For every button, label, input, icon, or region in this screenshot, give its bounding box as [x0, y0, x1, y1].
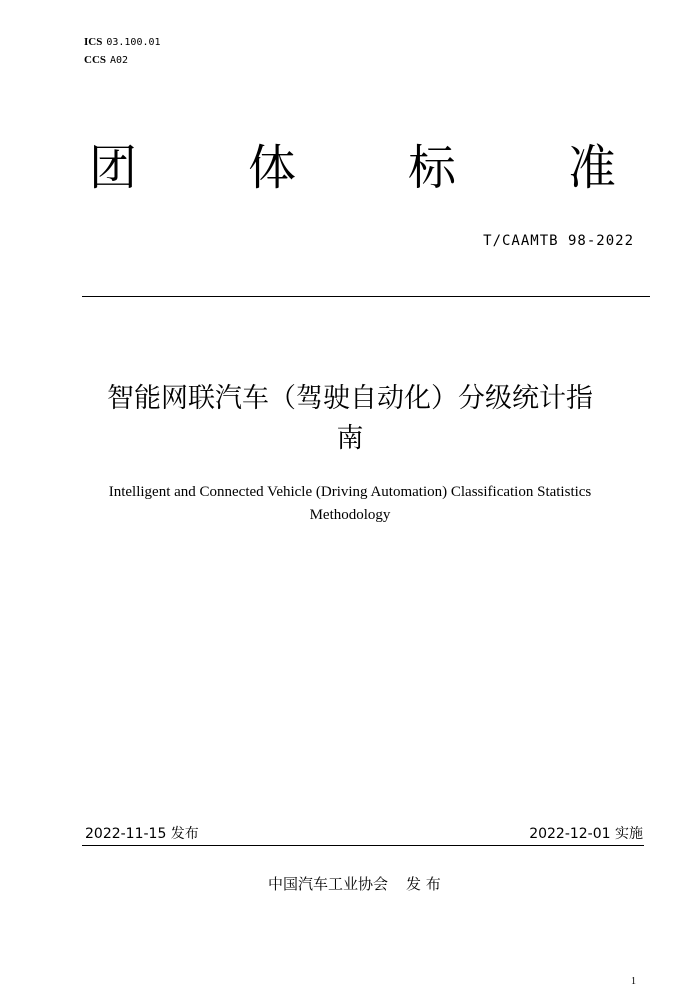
title-zh-line-1: 智能网联汽车（驾驶自动化）分级统计指: [107, 383, 593, 414]
ics-value: 03.100.01: [106, 37, 161, 48]
publish-word: 发 布: [406, 875, 441, 893]
implement-date: 2022-12-01 实施: [529, 826, 643, 842]
doc-type-char-2: 体: [248, 140, 297, 196]
top-divider: [82, 296, 650, 297]
ics-label: ICS: [84, 36, 103, 48]
ccs-code-line: [84, 54, 128, 66]
publish-date: 2022-11-15 发布: [85, 826, 199, 842]
ccs-value: A02: [110, 55, 129, 66]
title-en-line-1: Intelligent and Connected Vehicle (Driving Automation) Classification Statistics: [108, 484, 592, 500]
publisher-name: 中国汽车工业协会: [268, 875, 389, 893]
ics-code-line: [84, 36, 161, 48]
publisher-line: [268, 873, 441, 894]
ccs-label: CCS: [84, 54, 107, 66]
doc-type-char-1: 团: [89, 140, 138, 196]
bottom-divider: [82, 845, 644, 846]
title-zh-line-2: 南: [336, 423, 364, 454]
doc-type-char-3: 标: [408, 140, 457, 196]
doc-type-char-4: 准: [568, 140, 617, 196]
title-en-line-2: Methodology: [309, 507, 391, 523]
standard-number: T/CAAMTB 98-2022: [483, 233, 634, 249]
page-number: 1: [631, 976, 636, 987]
